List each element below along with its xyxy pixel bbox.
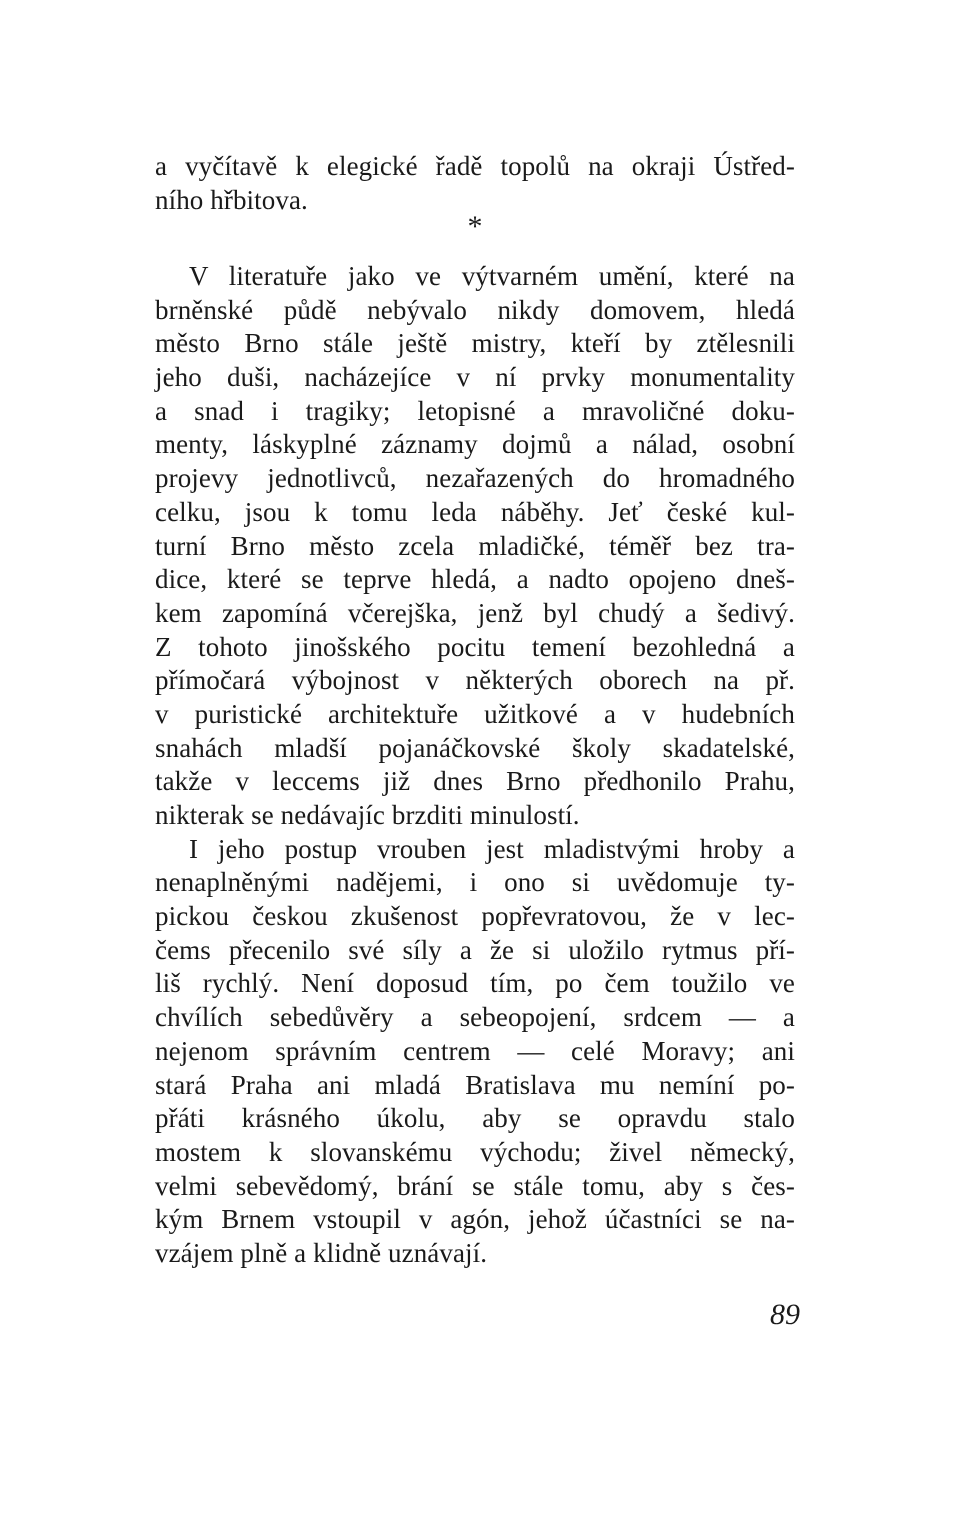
main-text — [155, 260, 795, 1271]
text-line: liš rychlý. Není doposud tím, po čem toužilo ve — [155, 968, 795, 999]
text-line: Z tohoto jinošského pocitu temení bezohledná a — [155, 631, 795, 662]
text-line: celku, jsou k tomu leda náběhy. Jeť české kul- — [155, 496, 795, 527]
text-line: ního hřbitova. — [155, 184, 308, 215]
text-line: nenaplněnými nadějemi, i ono si uvědomuje ty- — [155, 867, 795, 898]
text-line: v puristické architektuře užitkové a v hudebních — [155, 698, 795, 729]
text-line: chvílích sebedůvěry a sebeopojení, srdcem — a — [155, 1002, 795, 1033]
text-line: stará Praha ani mladá Bratislava mu nemíní po- — [155, 1069, 795, 1100]
text-line: mostem k slovanskému východu; živel německý, — [155, 1136, 795, 1167]
text-line: V literatuře jako ve výtvarném umění, které na — [189, 261, 795, 291]
text-line: čems přecenilo své síly a že si uložilo rytmus pří- — [155, 934, 795, 965]
text-line: a snad i tragiky; letopisné a mravoličné doku- — [155, 395, 795, 426]
text-line: kým Brnem vstoupil v agón, jehož účastníci se na- — [155, 1204, 795, 1235]
text-line: přáti krásného úkolu, aby se opravdu stalo — [155, 1103, 795, 1134]
text-line: projevy jednotlivců, nezařazených do hromadného — [155, 463, 795, 494]
text-line: takže v leccems již dnes Brno předhonilo Prahu, — [155, 766, 795, 797]
text-line: dice, které se teprve hledá, a nadto opojeno dneš- — [155, 564, 795, 595]
text-line: menty, láskyplné záznamy dojmů a nálad, osobní — [155, 429, 795, 460]
text-line: velmi sebevědomý, brání se stále tomu, aby s čes- — [155, 1170, 795, 1201]
opening-paragraph-continuation — [155, 150, 795, 217]
text-line: I jeho postup vrouben jest mladistvými hroby a — [189, 833, 795, 864]
text-line: turní Brno město zcela mladičké, téměř bez tra- — [155, 530, 795, 561]
text-line: snahách mladší pojanáčkovské školy skadatelské, — [155, 732, 795, 763]
text-line: přímočará výbojnost v některých oborech na př. — [155, 665, 795, 696]
text-line: pickou českou zkušenost popřevratovou, že v lec- — [155, 901, 795, 932]
text-line: nikterak se nedávajíc brzditi minulostí. — [155, 800, 580, 830]
text-line: brněnské půdě nebývalo nikdy domovem, hledá — [155, 294, 795, 325]
section-separator-asterisk: * — [467, 210, 483, 243]
text-line: nejenom správním centrem — celé Moravy; ani — [155, 1035, 795, 1066]
text-line: město Brno stále ještě mistry, kteří by ztělesnili — [155, 328, 795, 359]
text-line: vzájem plně a klidně uznávají. — [155, 1237, 488, 1268]
text-line: jeho duši, nacházejíce v ní prvky monumentality — [155, 362, 795, 393]
text-line: a vyčítavě k elegické řadě topolů na okraji Ústřed- — [155, 151, 795, 181]
text-line: kem zapomíná včerejška, jenž byl chudý a šedivý. — [155, 597, 795, 628]
page-number: 89 — [770, 1298, 800, 1331]
